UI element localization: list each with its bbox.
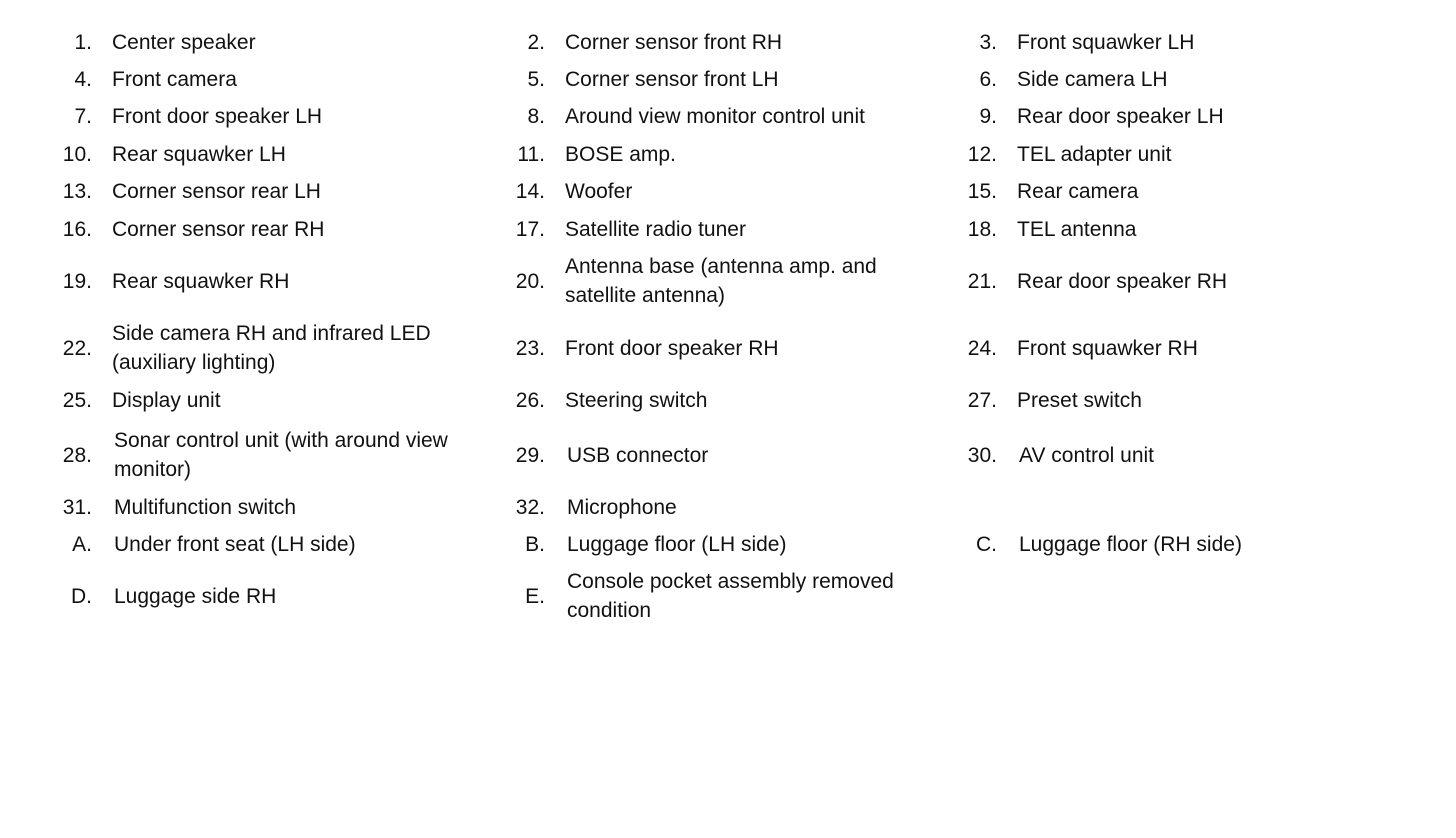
legend-item-number: B. bbox=[525, 532, 545, 556]
legend-item-label: Console pocket assembly removed condition bbox=[567, 570, 894, 622]
legend-item-label: Rear camera bbox=[1017, 179, 1139, 203]
legend-item bbox=[953, 384, 1373, 416]
legend-item bbox=[953, 213, 1373, 245]
legend-item-number: A. bbox=[72, 532, 92, 556]
legend-item-number: 17. bbox=[515, 217, 545, 241]
legend-item-number: 5. bbox=[527, 67, 545, 91]
legend-item-number: 12. bbox=[967, 142, 997, 166]
legend-item-number: 2. bbox=[527, 30, 545, 54]
legend-item-number: 9. bbox=[979, 104, 997, 128]
legend-row bbox=[0, 425, 1456, 485]
legend-item-number: 8. bbox=[527, 104, 545, 128]
legend-item-number: 6. bbox=[979, 67, 997, 91]
legend-item-label: Microphone bbox=[567, 495, 677, 519]
legend-item bbox=[48, 384, 468, 416]
legend-row bbox=[0, 26, 1456, 58]
legend-item-number: 22. bbox=[62, 336, 92, 360]
legend-item bbox=[501, 491, 921, 523]
legend-item-number: 3. bbox=[979, 30, 997, 54]
legend-item-label: Rear squawker RH bbox=[112, 269, 290, 293]
legend-item-label: Luggage floor (RH side) bbox=[1019, 532, 1242, 556]
legend-item bbox=[501, 100, 921, 132]
legend-row bbox=[0, 318, 1456, 378]
legend-item-number: 11. bbox=[517, 142, 545, 166]
legend-item-number: 31. bbox=[62, 495, 92, 519]
legend-item-number: 7. bbox=[74, 104, 92, 128]
legend-item bbox=[953, 100, 1373, 132]
legend-item-number: 16. bbox=[62, 217, 92, 241]
legend-item bbox=[48, 425, 468, 485]
legend-item bbox=[501, 26, 921, 58]
legend-item bbox=[501, 425, 921, 485]
legend-item-label: Multifunction switch bbox=[114, 495, 297, 519]
legend-item-number: C. bbox=[976, 532, 997, 556]
legend-item-number: 26. bbox=[515, 388, 545, 412]
legend-item-label: BOSE amp. bbox=[565, 142, 676, 166]
legend-item bbox=[953, 138, 1373, 170]
legend-item bbox=[48, 26, 468, 58]
legend-item-label: Rear squawker LH bbox=[112, 142, 286, 166]
legend-item-number: D. bbox=[71, 584, 92, 608]
legend-item-label: AV control unit bbox=[1019, 443, 1155, 467]
legend-item-label: Corner sensor rear LH bbox=[112, 179, 321, 203]
legend-item-label: TEL antenna bbox=[1017, 217, 1137, 241]
legend-item bbox=[953, 26, 1373, 58]
legend-item bbox=[501, 318, 921, 378]
legend-item-number: 4. bbox=[74, 67, 92, 91]
legend-item bbox=[501, 175, 921, 207]
legend-item-number: 19. bbox=[62, 269, 92, 293]
legend-item-label: Side camera LH bbox=[1017, 67, 1168, 91]
legend-item bbox=[953, 318, 1373, 378]
legend-item-label: Rear door speaker RH bbox=[1017, 269, 1228, 293]
legend-item-label: Front camera bbox=[112, 67, 237, 91]
legend-row bbox=[0, 138, 1456, 170]
legend-item-label: Front door speaker RH bbox=[565, 336, 779, 360]
legend-item bbox=[48, 213, 468, 245]
legend-row bbox=[0, 528, 1456, 560]
legend-item-label: USB connector bbox=[567, 443, 709, 467]
legend-item-label: Corner sensor rear RH bbox=[112, 217, 325, 241]
legend-item-label: Luggage floor (LH side) bbox=[567, 532, 787, 556]
legend-item bbox=[48, 138, 468, 170]
legend-item bbox=[501, 213, 921, 245]
legend-item-label: Sonar control unit (with around view monitor) bbox=[114, 429, 448, 481]
legend-item-number: E. bbox=[525, 584, 545, 608]
legend-row bbox=[0, 491, 1456, 523]
legend-item-number: 28. bbox=[62, 443, 92, 467]
legend-row bbox=[0, 175, 1456, 207]
legend-item-label: Woofer bbox=[565, 179, 633, 203]
legend-item bbox=[953, 63, 1373, 95]
legend-item-label: Display unit bbox=[112, 388, 221, 412]
legend-row bbox=[0, 251, 1456, 311]
legend-item bbox=[48, 566, 468, 626]
legend-item bbox=[48, 63, 468, 95]
legend-item-label: Luggage side RH bbox=[114, 584, 277, 608]
legend-item bbox=[953, 251, 1373, 311]
legend-item-label: TEL adapter unit bbox=[1017, 142, 1172, 166]
legend-item bbox=[48, 251, 468, 311]
legend-item-label: Preset switch bbox=[1017, 388, 1142, 412]
legend-item bbox=[501, 138, 921, 170]
legend-row bbox=[0, 566, 1456, 626]
legend-item bbox=[48, 318, 468, 378]
legend-row bbox=[0, 63, 1456, 95]
legend-item-number: 20. bbox=[515, 269, 545, 293]
legend-item bbox=[501, 63, 921, 95]
legend-row bbox=[0, 213, 1456, 245]
legend-item-label: Center speaker bbox=[112, 30, 256, 54]
legend-item-label: Front door speaker LH bbox=[112, 104, 323, 128]
legend-item-number: 25. bbox=[62, 388, 92, 412]
legend-item-label: Corner sensor front LH bbox=[565, 67, 779, 91]
legend-item-number: 1. bbox=[74, 30, 92, 54]
legend-item-number: 32. bbox=[515, 495, 545, 519]
legend-item-number: 14. bbox=[515, 179, 545, 203]
legend-item-label: Side camera RH and infrared LED (auxiliary lighting) bbox=[112, 322, 431, 374]
legend-item bbox=[501, 251, 921, 311]
legend-item bbox=[953, 175, 1373, 207]
legend-item-number: 24. bbox=[967, 336, 997, 360]
legend-item-number: 18. bbox=[967, 217, 997, 241]
legend-item-number: 30. bbox=[967, 443, 997, 467]
legend-item-number: 13. bbox=[62, 179, 92, 203]
legend-item-label: Under front seat (LH side) bbox=[114, 532, 356, 556]
legend-item-number: 21. bbox=[967, 269, 997, 293]
legend-item-label: Front squawker LH bbox=[1017, 30, 1195, 54]
legend-item bbox=[48, 175, 468, 207]
legend-item bbox=[953, 528, 1373, 560]
legend-item-label: Antenna base (antenna amp. and satellite antenna) bbox=[565, 255, 877, 307]
legend-item bbox=[501, 566, 921, 626]
legend-item bbox=[48, 528, 468, 560]
legend-item bbox=[501, 528, 921, 560]
legend-item-label: Front squawker RH bbox=[1017, 336, 1198, 360]
legend-item-number: 29. bbox=[515, 443, 545, 467]
legend-item-number: 23. bbox=[515, 336, 545, 360]
legend-item bbox=[48, 491, 468, 523]
legend-item-label: Corner sensor front RH bbox=[565, 30, 783, 54]
legend-item-label: Steering switch bbox=[565, 388, 708, 412]
legend-item-label: Satellite radio tuner bbox=[565, 217, 746, 241]
legend-item-number: 15. bbox=[967, 179, 997, 203]
legend-row bbox=[0, 384, 1456, 416]
legend-item-number: 10. bbox=[62, 142, 92, 166]
legend-item bbox=[48, 100, 468, 132]
legend-item-label: Around view monitor control unit bbox=[565, 104, 865, 128]
legend-item-number: 27. bbox=[967, 388, 997, 412]
legend-item bbox=[501, 384, 921, 416]
legend-item-label: Rear door speaker LH bbox=[1017, 104, 1224, 128]
legend-item bbox=[953, 425, 1373, 485]
legend-row bbox=[0, 100, 1456, 132]
